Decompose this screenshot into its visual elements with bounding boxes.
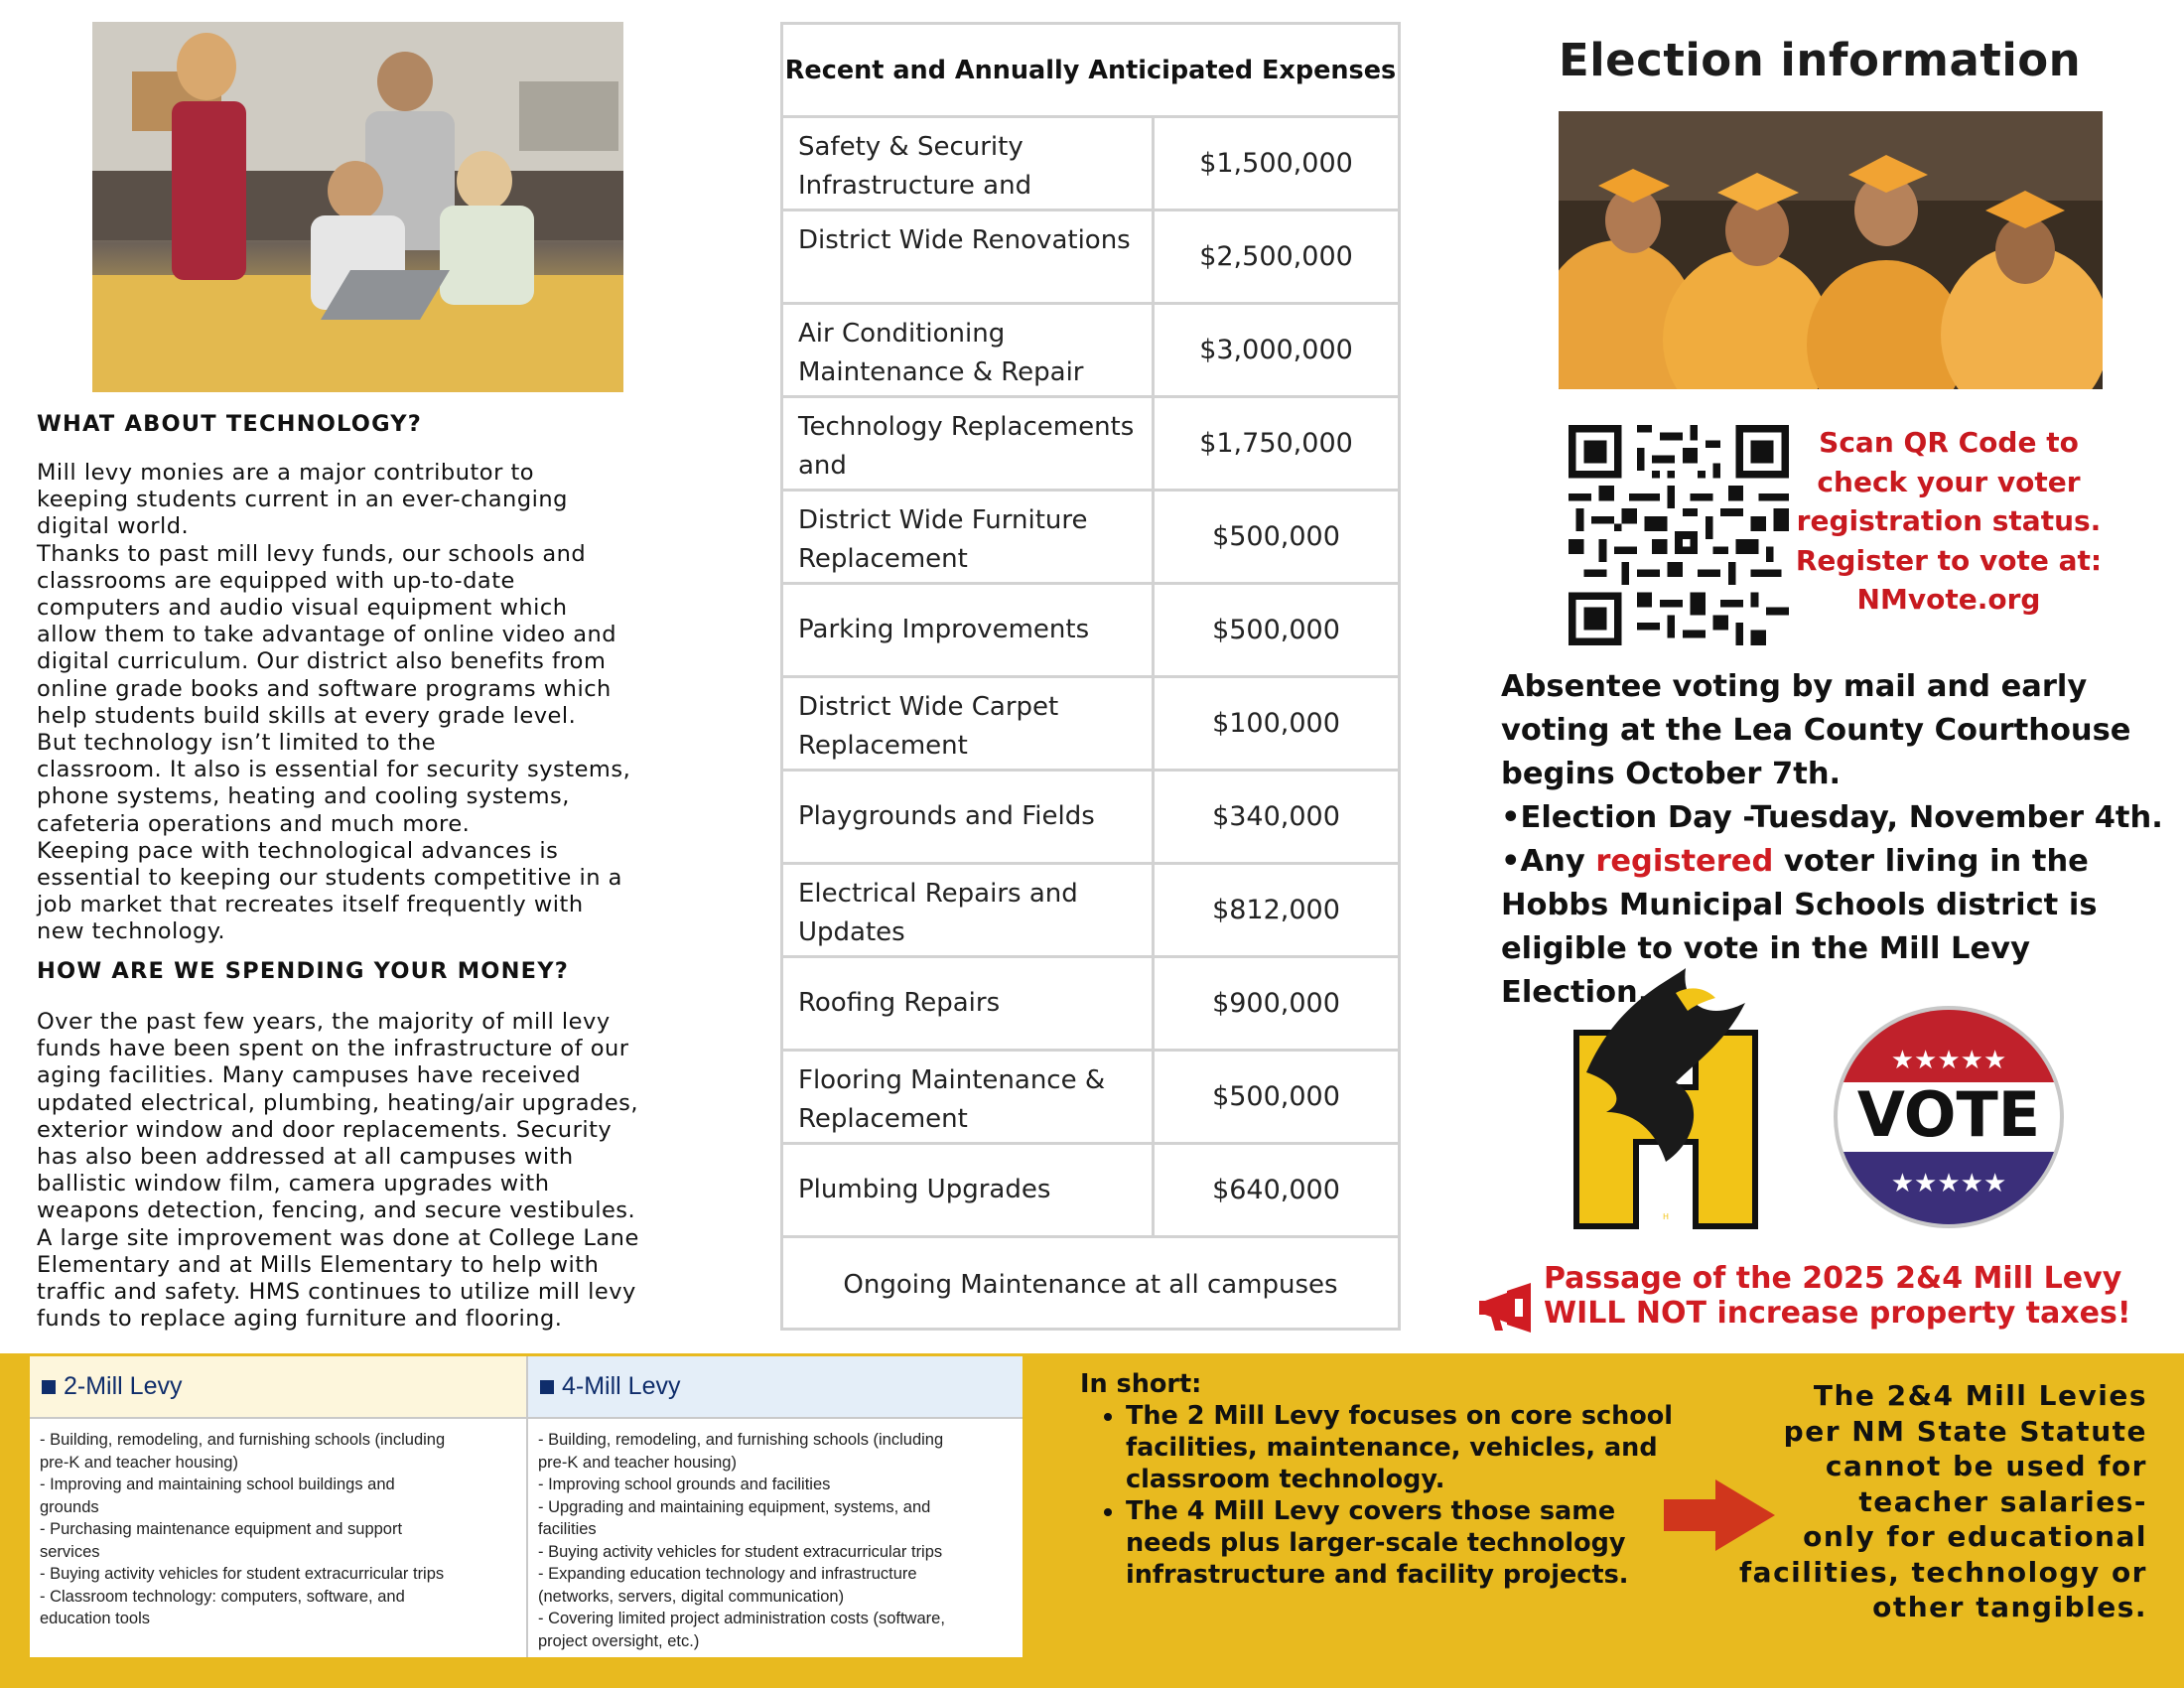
list-item: • The 4 Mill Levy covers those same needs plus larger-scale technology infrastructure and facility projects. (1126, 1495, 1676, 1591)
registered-highlight: registered (1595, 844, 1774, 879)
expense-name: Roofing Repairs (783, 958, 1155, 1049)
qr-line: Scan QR Code to (1819, 426, 2079, 459)
table-row (783, 118, 1398, 211)
square-bullet-icon (42, 1380, 56, 1394)
expenses-table-footer: Ongoing Maintenance at all campuses (843, 1270, 1338, 1300)
square-bullet-icon (540, 1380, 554, 1394)
levy-comparison-table (30, 1356, 1023, 1657)
graduation-photo (1559, 111, 2103, 389)
qr-line: check your voter (1817, 465, 2081, 498)
qr-line: Register to vote at: (1795, 543, 2103, 577)
in-short-summary (1080, 1368, 1676, 1591)
four-mill-levy-title: 4-Mill Levy (562, 1372, 681, 1400)
technology-body: Mill levy monies are a major contributor to keeping students current in an ever-changing digital world. Thanks to past mill levy funds, our schools and classrooms are equipped with up-to-date computers and audio visual equipment which allow them to take advantage of online video and digital curriculum. Our district also benefits from online grade books and software programs which help students build skills at every grade level. But technology isn’t limited to the classroom. It also is essential for security systems, phone systems, heating and cooling systems, cafeteria operations and much more. Keeping pace with technological advances is essential to keeping our students competitive in a job market that recreates itself frequently with new technology. (37, 460, 631, 945)
two-mill-levy-items: - Building, remodeling, and furnishing schools (including pre-K and teacher housing) - Improving and maintaining school buildings and grounds - Purchasing maintenance equipment and support services - Buying activity vehicles for student extracurricular trips - Classroom technology: computers, software, and education tools (40, 1431, 446, 1627)
expense-amount: $500,000 (1212, 1081, 1340, 1112)
svg-text:★★★★★: ★★★★★ (1890, 1046, 2007, 1075)
table-row (783, 678, 1398, 772)
expense-name: Flooring Maintenance & Replacement (783, 1052, 1155, 1142)
expense-amount: $3,000,000 (1199, 335, 1353, 365)
expense-amount: $100,000 (1212, 708, 1340, 739)
in-short-list (1080, 1400, 1676, 1591)
technology-heading: WHAT ABOUT TECHNOLOGY? (37, 411, 423, 437)
passage-notice (1544, 1261, 2179, 1331)
four-mill-levy-column (526, 1356, 1023, 1657)
vote-badge-text: VOTE (1856, 1078, 2041, 1151)
two-mill-levy-header (30, 1356, 526, 1419)
expense-name: District Wide Renovations (783, 211, 1155, 302)
statute-notice: The 2&4 Mill Levies per NM State Statute cannot be used for teacher salaries- only for educational facilities, technology or other tangibles. (1739, 1379, 2147, 1623)
table-row (783, 492, 1398, 585)
expense-name: District Wide Furniture Replacement (783, 492, 1155, 582)
qr-line: registration status. (1796, 504, 2102, 537)
expenses-table (780, 22, 1401, 1331)
expense-amount: $2,500,000 (1199, 241, 1353, 272)
svg-text:★★★★★: ★★★★★ (1890, 1169, 2007, 1198)
expense-name: Safety & Security Infrastructure and (783, 118, 1155, 209)
table-row (783, 585, 1398, 678)
expense-amount: $640,000 (1212, 1175, 1340, 1205)
spending-heading: HOW ARE WE SPENDING YOUR MONEY? (37, 958, 569, 984)
vote-button-badge (1825, 1003, 2073, 1231)
absentee-voting-text: Absentee voting by mail and early voting at the Lea County Courthouse begins October 7th. (1501, 669, 2131, 791)
expense-name: Parking Improvements (783, 585, 1155, 675)
election-day-text: •Election Day -Tuesday, November 4th. (1501, 800, 2163, 835)
two-mill-levy-title: 2-Mill Levy (64, 1372, 183, 1400)
table-row (783, 211, 1398, 305)
list-item: • The 2 Mill Levy focuses on core school facilities, maintenance, vehicles, and classroom technology. (1126, 1400, 1676, 1495)
election-title: Election information (1559, 34, 2082, 86)
nmvote-link[interactable]: NMvote.org (1856, 583, 2041, 616)
qr-code[interactable] (1569, 425, 1789, 645)
expense-name: Electrical Repairs and Updates (783, 865, 1155, 955)
passage-line-1: Passage of the 2025 2&4 Mill Levy (1544, 1261, 2122, 1296)
table-row (783, 865, 1398, 958)
spending-body: Over the past few years, the majority of mill levy funds have been spent on the infrastructure of our aging facilities. Many campuses have received updated electrical, plumbing, heating/air upgrades, exterior window and door replacements. Security has also been addressed at all campuses with ballistic window film, camera upgrades with weapons detection, fencing, and secure vestibules. A large site improvement was done at College Lane Elementary and at Mills Elementary to help with traffic and safety. HMS continues to utilize mill levy funds to replace aging furniture and flooring. (37, 1009, 639, 1333)
expense-amount: $1,750,000 (1199, 428, 1353, 459)
expense-name: Technology Replacements and (783, 398, 1155, 489)
two-mill-levy-column (30, 1356, 526, 1657)
expense-name: Air Conditioning Maintenance & Repair (783, 305, 1155, 395)
in-short-label: In short: (1080, 1369, 1202, 1399)
expense-amount: $340,000 (1212, 801, 1340, 832)
four-mill-levy-header (528, 1356, 1023, 1419)
eligibility-prefix: •Any (1501, 844, 1596, 879)
expense-amount: $500,000 (1212, 521, 1340, 552)
expense-name: Plumbing Upgrades (783, 1145, 1155, 1235)
passage-line-2: WILL NOT increase property taxes! (1544, 1296, 2131, 1331)
table-row (783, 305, 1398, 398)
expense-amount: $1,500,000 (1199, 148, 1353, 179)
eligibility-suffix: voter living in the Hobbs Municipal Schools district is eligible to vote in the Mill Levy Election. (1501, 844, 2098, 1010)
qr-instructions (1795, 423, 2103, 620)
four-mill-levy-items: - Building, remodeling, and furnishing schools (including pre-K and teacher housing) - Improving school grounds and facilities - Upgrading and maintaining equipment, systems, and facilities - Buying activity vehicles for student extracurricular trips - Expanding education technology and infrastructure (networks, servers, digital communication) - Covering limited project administration costs (software, project oversight, etc.) (538, 1431, 945, 1650)
expense-amount: $500,000 (1212, 615, 1340, 645)
expense-amount: $900,000 (1212, 988, 1340, 1019)
table-row (783, 958, 1398, 1052)
table-row (783, 772, 1398, 865)
hobbs-eagle-logo (1557, 963, 1775, 1231)
table-row (783, 1145, 1398, 1238)
expense-name: District Wide Carpet Replacement (783, 678, 1155, 769)
hobbs-logo-letter: H (1662, 1212, 1670, 1221)
expenses-table-title: Recent and Annually Anticipated Expenses (783, 25, 1398, 118)
table-row (783, 1052, 1398, 1145)
expense-name: Playgrounds and Fields (783, 772, 1155, 862)
classroom-photo (92, 22, 623, 392)
megaphone-icon (1477, 1283, 1539, 1333)
expense-amount: $812,000 (1212, 895, 1340, 925)
table-row (783, 398, 1398, 492)
